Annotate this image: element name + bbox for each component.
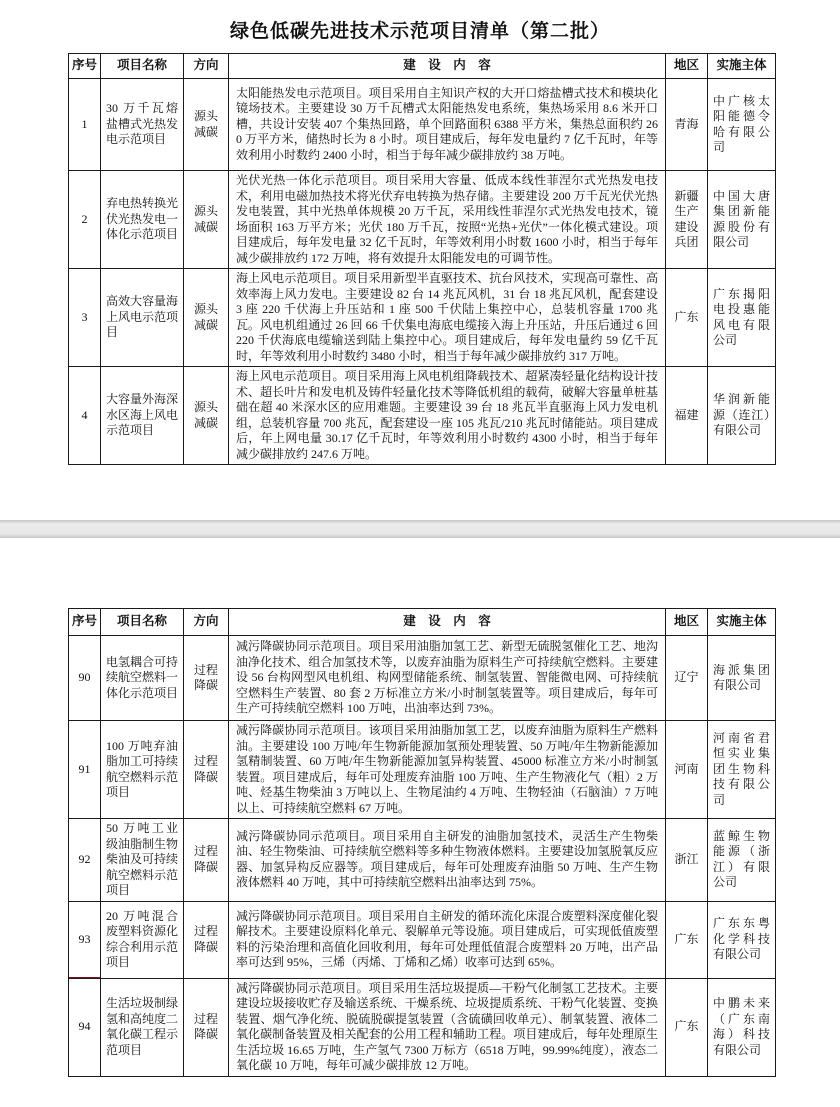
project-name: 高效大容量海上风电示范项目 [101,269,184,367]
document-page-1 [0,0,840,520]
header-entity: 实施主体 [708,54,776,79]
region: 河南 [666,721,708,819]
construction-content: 减污降碳协同示范项目。项目采用生活垃圾提质—干粉气化制氢工艺技术。主要建设垃圾接收贮存及输送系统、干燥系统、垃圾提质系统、干粉气化装置、变换装置、烟气净化统、脱硫脱碳提氢装置（含硫磺回收单元）、制氧装置、液体二氧化碳制备装置及相关配套的公用工程和辅助工程。项目建成后，每年处理原生生活垃圾 16.65 万吨，生产氢气 7300 万标方（6518 万吨，99.99%纯度），液态二氧化碳 10 万吨，每年可减少碳排放 12 万吨。 [229,978,666,1076]
row-no: 92 [69,819,101,902]
direction: 源头减碳 [184,171,229,269]
table-row [69,79,776,171]
table-row [69,636,776,721]
project-name: 生活垃圾制绿氢和高纯度二氧化碳工程示范项目 [101,978,184,1076]
table-row [69,171,776,269]
header-direction: 方向 [184,54,229,79]
region: 青海 [666,79,708,171]
construction-content: 减污降碳协同示范项目。项目采用油脂加氢工艺、新型无硫脱氢催化工艺、地沟油净化技术、组合加氢技术等，以废弃油脂为原料生产可持续航空燃料。主要建设 56 台构网型风电机组、构网型储能系统、制氢装置、智能微电网、可持续航空燃料生产装置、80 套 2 万标准立方米/小时制氢装置等。项目建成后，每年可生产可持续航空燃料 100 万吨，出油率达到 73%。 [229,636,666,721]
direction: 过程降碳 [184,721,229,819]
project-table-page2 [68,608,776,1077]
entity: 蓝鲸生物能源（浙江）有限公司 [708,819,776,902]
row-no: 91 [69,721,101,819]
entity: 中国大唐集团新能源股份有限公司 [708,171,776,269]
entity: 河南省君恒实业集团生物科技有限公司 [708,721,776,819]
construction-content: 光伏光热一体化示范项目。项目采用大容量、低成本线性菲涅尔式光热发电技术，利用电磁加热技术将光伏弃电转换为热存储。主要建设 200 万千瓦光伏光热发电装置，其中光热单体规模 20 万千瓦，采用线性菲涅尔式光热发电技术，镜场面积 163 万平方米；光伏 180 万千瓦，按照“光热+光伏”一体化模式建设。项目建成后，每年发电量 32 亿千瓦时，年等效利用小时数 1600 小时，相当于每年减少碳排放约 172 万吨，将有效提升太阳能发电的可调节性。 [229,171,666,269]
construction-content: 海上风电示范项目。项目采用新型半直驱技术、抗台风技术，实现高可靠性、高效率海上风力发电。主要建设 82 台 14 兆瓦风机，31 台 18 兆瓦风机，配套建设 3 座 220 千伏海上升压站和 1 座 500 千伏陆上集控中心，总装机容量 1700 兆瓦。风电机组通过 26 回 66 千伏集电海底电缆接入海上升压站，升压后通过 6 回 220 千伏海底电缆输送到陆上集控中心。项目建成后，每年发电量约 59 亿千瓦时，年等效利用小时数约 3480 小时，相当于每年减少碳排放约 317 万吨。 [229,269,666,367]
table-row-highlighted [69,901,776,978]
table-row [69,819,776,902]
project-name: 20 万吨混合废塑料资源化综合利用示范项目 [101,901,184,978]
project-name: 大容量外海深水区海上风电示范项目 [101,367,184,465]
row-no: 1 [69,79,101,171]
page-separator [0,520,840,538]
header-no: 序号 [69,54,101,79]
region: 浙江 [666,819,708,902]
project-name: 100 万吨弃油脂加工可持续航空燃料示范项目 [101,721,184,819]
table-row [69,269,776,367]
header-region: 地区 [666,609,708,636]
row-no-text: 93 [78,931,91,946]
row-no: 2 [69,171,101,269]
header-entity: 实施主体 [708,609,776,636]
table-header-row [69,54,776,79]
entity: 海派集团有限公司 [708,636,776,721]
entity: 广东东粤化学科技有限公司 [708,901,776,978]
row-no: 94 [69,978,101,1076]
region: 广东 [666,269,708,367]
direction: 源头减碳 [184,367,229,465]
row-no [69,901,101,978]
table-row [69,721,776,819]
header-direction: 方向 [184,609,229,636]
project-name: 30 万千瓦熔盐槽式光热发电示范项目 [101,79,184,171]
entity: 广东揭阳电投惠能风电有限公司 [708,269,776,367]
header-content: 建 设 内 容 [229,609,666,636]
direction: 过程降碳 [184,636,229,721]
direction: 过程降碳 [184,901,229,978]
region: 广东 [666,901,708,978]
document-page-2 [0,538,840,1107]
row-no: 4 [69,367,101,465]
project-name: 电氢耦合可持续航空燃料一体化示范项目 [101,636,184,721]
row-no: 3 [69,269,101,367]
entity: 华润新能源（连江）有限公司 [708,367,776,465]
document-title: 绿色低碳先进技术示范项目清单（第二批） [229,21,610,42]
table-header-row [69,609,776,636]
project-name: 50 万吨工业级油脂制生物柴油及可持续航空燃料示范项目 [101,819,184,902]
header-project-name: 项目名称 [101,54,184,79]
construction-content: 减污降碳协同示范项目。项目采用自主研发的循环流化床混合废塑料深度催化裂解技术。主要建设原料化单元、裂解单元等设施。项目建成后，可实现低值废塑料的污染治理和高值化回收利用，每年可处理低值混合废塑料 20 万吨，出产品率可达到 95%，三烯（丙烯、丁烯和乙烯）收率可达到 65%。 [229,901,666,978]
region: 广东 [666,978,708,1076]
header-project-name: 项目名称 [101,609,184,636]
header-region: 地区 [666,54,708,79]
row-no: 90 [69,636,101,721]
construction-content: 减污降碳协同示范项目。项目采用自主研发的油脂加氢技术，灵活生产生物柴油、轻生物柴油、可持续航空燃料等多种生物液体燃料。主要建设加氢脱氧反应器、加氢异构反应器等。项目建成后，每年可处理废弃油脂 50 万吨、生产生物液体燃料 40 万吨，其中可持续航空燃料出油率达到 75%。 [229,819,666,902]
table-row [69,978,776,1076]
region: 福建 [666,367,708,465]
construction-content: 海上风电示范项目。项目采用海上风电机组降载技术、超紧凑轻量化结构设计技术、超长叶片和发电机及铸件轻量化技术等降低机组的载荷，破解大容量单桩基础在超 40 米深水区的应用难题。主要建设 39 台 18 兆瓦半直驱海上风力发电机组，总装机容量 700 兆瓦，配套建设一座 105 兆瓦/210 兆瓦时储能站。项目建成后，年上网电量 30.17 亿千瓦时，年等效利用小时数约 4300 小时，相当于每年减少碳排放约 247.6 万吨。 [229,367,666,465]
project-name: 弃电热转换光伏光热发电一体化示范项目 [101,171,184,269]
entity: 中鹏未来（广东南海）科技有限公司 [708,978,776,1076]
construction-content: 减污降碳协同示范项目。该项目采用油脂加氢工艺，以废弃油脂为原料生产燃料油。主要建设 100 万吨/年生物新能源加氢预处理装置、50 万吨/年生物新能源加氢精制装置、60 万吨/年生物新能源加氢异构装置、45000 标准立方米/小时制氢装置。项目建成后，每年可处理废弃油脂 100 万吨、生产生物液化气（粗）2 万吨、烃基生物柴油 3 万吨以上、生物尾油约 4 万吨、生物轻油（石脑油）7 万吨以上、可持续航空燃料 67 万吨。 [229,721,666,819]
direction: 过程降碳 [184,978,229,1076]
header-no: 序号 [69,609,101,636]
region: 辽宁 [666,636,708,721]
direction: 源头减碳 [184,79,229,171]
project-table-page1 [68,53,776,465]
table-row [69,367,776,465]
direction: 源头减碳 [184,269,229,367]
entity: 中广核太阳能德令哈有限公司 [708,79,776,171]
region: 新疆生产建设兵团 [666,171,708,269]
header-content: 建 设 内 容 [229,54,666,79]
construction-content: 太阳能热发电示范项目。项目采用自主知识产权的大开口熔盐槽式技术和模块化镜场技术。主要建设 30 万千瓦槽式太阳能热发电系统，集热场采用 8.6 米开口槽，共设计安装 407 个集热回路，单个回路面积 6388 平方米，集热总面积约 260 万平方米，储热时长为 8 小时。项目建成后，每年发电量约 7 亿千瓦时，年等效利用小时数约 2400 小时，相当于每年减少碳排放约 38 万吨。 [229,79,666,171]
direction: 过程降碳 [184,819,229,902]
